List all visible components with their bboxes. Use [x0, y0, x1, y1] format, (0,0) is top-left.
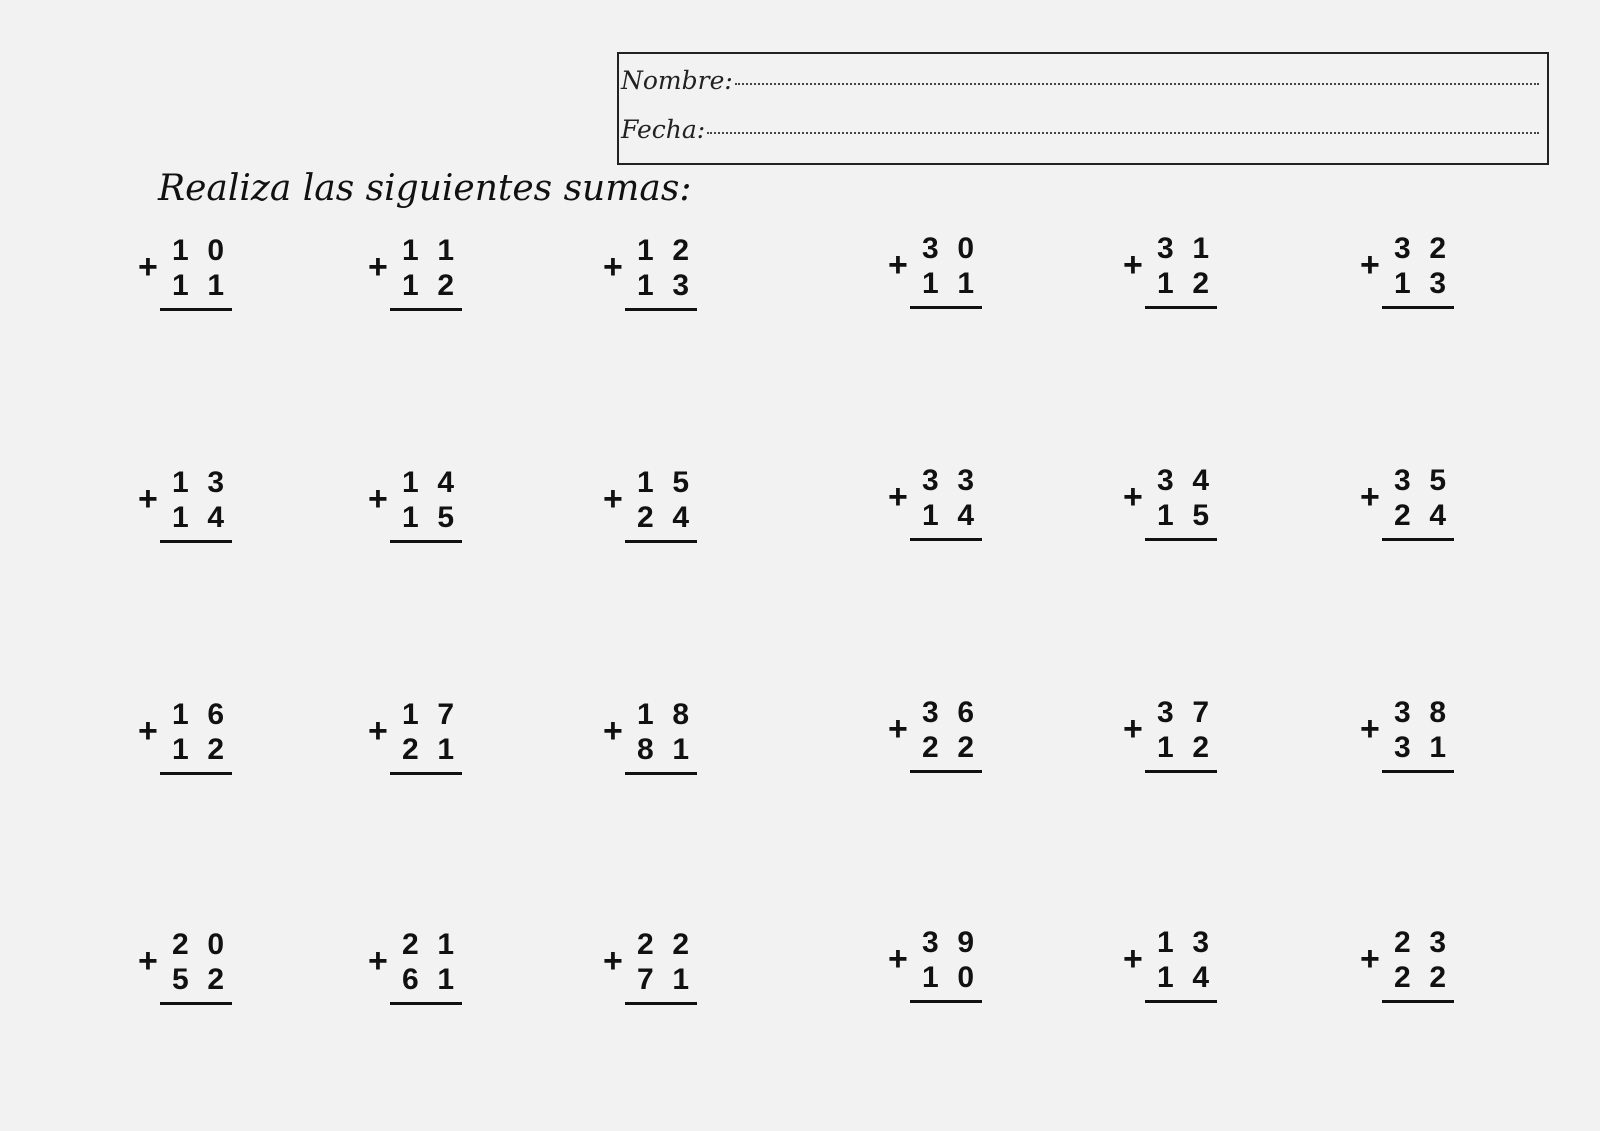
units-digit: 5: [672, 466, 689, 499]
units-digit: 0: [207, 928, 224, 961]
second-addend: [631, 503, 695, 533]
addition-problem: [138, 700, 248, 784]
plus-sign: +: [603, 480, 623, 518]
plus-sign: +: [368, 712, 388, 750]
tens-digit: 1: [172, 698, 189, 731]
units-digit: 0: [207, 234, 224, 267]
tens-digit: 1: [1157, 499, 1174, 532]
addition-problem: [1123, 466, 1233, 550]
plus-sign: +: [1360, 940, 1380, 978]
units-digit: 8: [1429, 696, 1446, 729]
units-digit: 5: [437, 501, 454, 534]
second-addend: [166, 271, 230, 301]
tens-digit: 5: [172, 963, 189, 996]
units-digit: 2: [1429, 961, 1446, 994]
sum-line: [625, 1002, 697, 1005]
sum-line: [390, 1002, 462, 1005]
plus-sign: +: [138, 942, 158, 980]
sum-line: [160, 1002, 232, 1005]
sum-line: [1145, 770, 1217, 773]
tens-digit: 1: [1157, 961, 1174, 994]
tens-digit: 1: [172, 733, 189, 766]
first-addend: [166, 468, 230, 498]
plus-sign: +: [138, 248, 158, 286]
tens-digit: 3: [922, 696, 939, 729]
tens-digit: 2: [1394, 499, 1411, 532]
first-addend: [396, 468, 460, 498]
tens-digit: 3: [1157, 464, 1174, 497]
addition-problem: [368, 468, 478, 552]
second-addend: [166, 965, 230, 995]
addition-problem: [1360, 466, 1470, 550]
units-digit: 4: [672, 501, 689, 534]
units-digit: 3: [1192, 926, 1209, 959]
units-digit: 7: [437, 698, 454, 731]
tens-digit: 3: [1394, 464, 1411, 497]
first-addend: [1151, 928, 1215, 958]
units-digit: 1: [672, 733, 689, 766]
sum-line: [160, 772, 232, 775]
units-digit: 1: [1429, 731, 1446, 764]
second-addend: [396, 735, 460, 765]
name-line: [621, 66, 1539, 95]
sum-line: [625, 772, 697, 775]
addition-problem: [1123, 698, 1233, 782]
addition-problem: [888, 466, 998, 550]
plus-sign: +: [888, 478, 908, 516]
second-addend: [396, 503, 460, 533]
tens-digit: 1: [1157, 731, 1174, 764]
units-digit: 1: [1192, 232, 1209, 265]
second-addend: [1151, 269, 1215, 299]
plus-sign: +: [1123, 478, 1143, 516]
tens-digit: 7: [637, 963, 654, 996]
plus-sign: +: [368, 480, 388, 518]
units-digit: 3: [1429, 926, 1446, 959]
tens-digit: 2: [172, 928, 189, 961]
sum-line: [1145, 1000, 1217, 1003]
tens-digit: 3: [1394, 731, 1411, 764]
units-digit: 2: [672, 928, 689, 961]
first-addend: [631, 468, 695, 498]
tens-digit: 1: [1394, 267, 1411, 300]
tens-digit: 1: [402, 501, 419, 534]
units-digit: 8: [672, 698, 689, 731]
first-addend: [631, 930, 695, 960]
sum-line: [1382, 306, 1454, 309]
units-digit: 1: [437, 733, 454, 766]
addition-problem: [603, 468, 713, 552]
addition-problem: [603, 236, 713, 320]
units-digit: 3: [1429, 267, 1446, 300]
sum-line: [625, 308, 697, 311]
plus-sign: +: [1360, 710, 1380, 748]
units-digit: 2: [437, 269, 454, 302]
tens-digit: 2: [402, 928, 419, 961]
first-addend: [166, 700, 230, 730]
first-addend: [166, 236, 230, 266]
first-addend: [916, 234, 980, 264]
name-write-line[interactable]: [735, 82, 1539, 85]
addition-problem: [603, 700, 713, 784]
tens-digit: 3: [1394, 696, 1411, 729]
units-digit: 7: [1192, 696, 1209, 729]
units-digit: 2: [1429, 232, 1446, 265]
second-addend: [166, 735, 230, 765]
first-addend: [1151, 234, 1215, 264]
addition-problem: [888, 698, 998, 782]
tens-digit: 3: [922, 926, 939, 959]
plus-sign: +: [888, 710, 908, 748]
units-digit: 3: [207, 466, 224, 499]
addition-problem: [368, 700, 478, 784]
units-digit: 1: [672, 963, 689, 996]
addition-problem: [1360, 928, 1470, 1012]
plus-sign: +: [138, 480, 158, 518]
second-addend: [1388, 501, 1452, 531]
plus-sign: +: [1123, 940, 1143, 978]
sum-line: [910, 538, 982, 541]
units-digit: 5: [1192, 499, 1209, 532]
units-digit: 4: [957, 499, 974, 532]
sum-line: [1382, 1000, 1454, 1003]
units-digit: 4: [207, 501, 224, 534]
second-addend: [1151, 733, 1215, 763]
first-addend: [1388, 466, 1452, 496]
units-digit: 2: [207, 733, 224, 766]
sum-line: [1145, 306, 1217, 309]
second-addend: [1151, 501, 1215, 531]
sum-line: [390, 772, 462, 775]
addition-problem: [1360, 698, 1470, 782]
tens-digit: 2: [402, 733, 419, 766]
plus-sign: +: [368, 248, 388, 286]
units-digit: 4: [1192, 464, 1209, 497]
tens-digit: 2: [922, 731, 939, 764]
tens-digit: 3: [1157, 232, 1174, 265]
instruction-text: Realiza las siguientes sumas:: [158, 168, 692, 209]
addition-problem: [368, 236, 478, 320]
tens-digit: 1: [1157, 267, 1174, 300]
addition-problem: [888, 928, 998, 1012]
student-info-box: [617, 52, 1549, 165]
first-addend: [631, 236, 695, 266]
plus-sign: +: [1360, 246, 1380, 284]
second-addend: [1388, 733, 1452, 763]
tens-digit: 1: [922, 267, 939, 300]
second-addend: [916, 269, 980, 299]
sum-line: [910, 770, 982, 773]
plus-sign: +: [603, 942, 623, 980]
units-digit: 1: [437, 928, 454, 961]
tens-digit: 1: [402, 466, 419, 499]
plus-sign: +: [1123, 246, 1143, 284]
units-digit: 4: [1429, 499, 1446, 532]
plus-sign: +: [1360, 478, 1380, 516]
first-addend: [1388, 234, 1452, 264]
tens-digit: 3: [922, 232, 939, 265]
tens-digit: 1: [637, 269, 654, 302]
tens-digit: 1: [1157, 926, 1174, 959]
addition-problem: [138, 930, 248, 1014]
tens-digit: 1: [637, 234, 654, 267]
units-digit: 9: [957, 926, 974, 959]
tens-digit: 1: [172, 501, 189, 534]
tens-digit: 3: [1157, 696, 1174, 729]
first-addend: [916, 698, 980, 728]
units-digit: 4: [1192, 961, 1209, 994]
tens-digit: 3: [1394, 232, 1411, 265]
first-addend: [631, 700, 695, 730]
sum-line: [160, 540, 232, 543]
second-addend: [1151, 963, 1215, 993]
units-digit: 1: [957, 267, 974, 300]
units-digit: 0: [957, 961, 974, 994]
units-digit: 2: [1192, 267, 1209, 300]
addition-problem: [368, 930, 478, 1014]
units-digit: 3: [672, 269, 689, 302]
addition-problem: [1123, 928, 1233, 1012]
second-addend: [916, 733, 980, 763]
sum-line: [390, 540, 462, 543]
sum-line: [1382, 770, 1454, 773]
date-line: [621, 115, 1539, 144]
first-addend: [1151, 466, 1215, 496]
sum-line: [390, 308, 462, 311]
sum-line: [1145, 538, 1217, 541]
tens-digit: 1: [172, 269, 189, 302]
tens-digit: 8: [637, 733, 654, 766]
sum-line: [910, 306, 982, 309]
addition-problem: [138, 468, 248, 552]
tens-digit: 1: [637, 466, 654, 499]
units-digit: 2: [207, 963, 224, 996]
first-addend: [1388, 928, 1452, 958]
addition-problem: [603, 930, 713, 1014]
tens-digit: 1: [172, 466, 189, 499]
first-addend: [1151, 698, 1215, 728]
plus-sign: +: [888, 940, 908, 978]
name-label: Nombre:: [621, 66, 733, 95]
second-addend: [1388, 963, 1452, 993]
units-digit: 0: [957, 232, 974, 265]
tens-digit: 3: [922, 464, 939, 497]
plus-sign: +: [1123, 710, 1143, 748]
units-digit: 1: [207, 269, 224, 302]
plus-sign: +: [603, 248, 623, 286]
second-addend: [396, 271, 460, 301]
plus-sign: +: [138, 712, 158, 750]
sum-line: [160, 308, 232, 311]
second-addend: [916, 963, 980, 993]
addition-problem: [1123, 234, 1233, 318]
tens-digit: 2: [637, 928, 654, 961]
tens-digit: 6: [402, 963, 419, 996]
units-digit: 2: [957, 731, 974, 764]
date-label: Fecha:: [621, 115, 706, 144]
plus-sign: +: [368, 942, 388, 980]
date-write-line[interactable]: [707, 131, 1539, 134]
units-digit: 3: [957, 464, 974, 497]
addition-problem: [888, 234, 998, 318]
units-digit: 2: [672, 234, 689, 267]
tens-digit: 1: [922, 961, 939, 994]
plus-sign: +: [603, 712, 623, 750]
plus-sign: +: [888, 246, 908, 284]
sum-line: [625, 540, 697, 543]
first-addend: [396, 930, 460, 960]
units-digit: 6: [207, 698, 224, 731]
units-digit: 6: [957, 696, 974, 729]
units-digit: 4: [437, 466, 454, 499]
second-addend: [166, 503, 230, 533]
tens-digit: 1: [922, 499, 939, 532]
tens-digit: 2: [1394, 961, 1411, 994]
tens-digit: 1: [172, 234, 189, 267]
tens-digit: 2: [637, 501, 654, 534]
second-addend: [1388, 269, 1452, 299]
tens-digit: 1: [402, 698, 419, 731]
addition-problem: [1360, 234, 1470, 318]
second-addend: [396, 965, 460, 995]
first-addend: [916, 466, 980, 496]
units-digit: 5: [1429, 464, 1446, 497]
first-addend: [396, 700, 460, 730]
units-digit: 2: [1192, 731, 1209, 764]
tens-digit: 1: [637, 698, 654, 731]
units-digit: 1: [437, 234, 454, 267]
addition-problem: [138, 236, 248, 320]
first-addend: [166, 930, 230, 960]
second-addend: [631, 965, 695, 995]
first-addend: [916, 928, 980, 958]
first-addend: [396, 236, 460, 266]
second-addend: [631, 271, 695, 301]
units-digit: 1: [437, 963, 454, 996]
sum-line: [1382, 538, 1454, 541]
tens-digit: 1: [402, 234, 419, 267]
tens-digit: 2: [1394, 926, 1411, 959]
first-addend: [1388, 698, 1452, 728]
tens-digit: 1: [402, 269, 419, 302]
second-addend: [916, 501, 980, 531]
sum-line: [910, 1000, 982, 1003]
second-addend: [631, 735, 695, 765]
